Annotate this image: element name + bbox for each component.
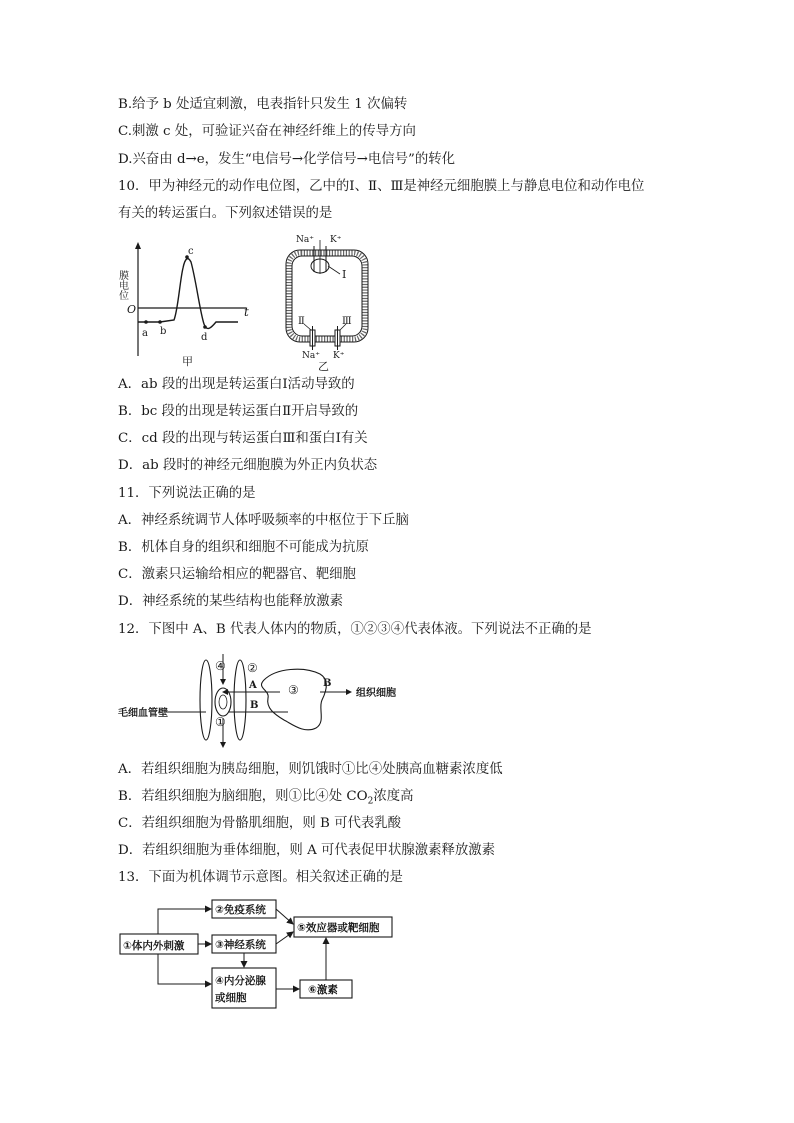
box4-label-line2: 或细胞 [215, 992, 247, 1004]
q12-fluid-1: ① [215, 715, 226, 729]
q12-fluid-3: ③ [288, 683, 299, 697]
q10-option-a: A．ab 段的出现是转运蛋白Ⅰ活动导致的 [118, 377, 355, 392]
yi-na-bottom: Na⁺ [302, 351, 320, 361]
q9-option-c: C.刺激 c 处，可验证兴奋在神经纤维上的传导方向 [118, 124, 416, 139]
jia-xaxis-label: t [244, 305, 249, 319]
q12-substance-a: A [249, 680, 257, 691]
q11-option-d: D．神经系统的某些结构也能释放激素 [118, 594, 343, 609]
q12-option-b: B．若组织细胞为脑细胞，则①比④处 $CO_2$浓度高 [118, 789, 414, 807]
figure-q13-regulation-diagram [118, 894, 418, 1014]
box2-label: ②免疫系统 [215, 904, 266, 916]
jia-point-b: b [160, 326, 167, 337]
action-potential-curve [138, 259, 238, 329]
jia-point-c: c [188, 246, 194, 257]
figure-q12-body-fluids [116, 652, 436, 752]
jia-point-a: a [142, 328, 148, 339]
q12-stem: 12．下图中 A、B 代表人体内的物质，①②③④代表体液。下列说法不正确的是 [118, 622, 592, 637]
q12-tissue-cell-label: 组织细胞 [356, 688, 396, 699]
jia-point-d: d [201, 332, 208, 343]
q10-stem-line1: 10．甲为神经元的动作电位图，乙中的Ⅰ、Ⅱ、Ⅲ是神经元细胞膜上与静息电位和动作电位 [118, 179, 645, 194]
q12-capillary-wall-label: 毛细血管壁 [118, 708, 168, 719]
jia-origin: O [127, 303, 137, 316]
q12-substance-b-lower: B [250, 700, 259, 711]
q11-option-a: A．神经系统调节人体呼吸频率的中枢位于下丘脑 [118, 513, 409, 528]
q12-option-a: A．若组织细胞为胰岛细胞，则饥饿时①比④处胰高血糖素浓度低 [118, 762, 503, 777]
q11-stem: 11．下列说法正确的是 [118, 486, 256, 501]
q9-option-d: D.兴奋由 d→e，发生“电信号→化学信号→电信号”的转化 [118, 152, 456, 167]
q10-option-b: B．bc 段的出现是转运蛋白Ⅱ开启导致的 [118, 404, 359, 419]
q12-substance-b-right: B [323, 678, 332, 689]
q10-option-c: C．cd 段的出现与转运蛋白Ⅲ和蛋白Ⅰ有关 [118, 431, 368, 446]
box1-label: ①体内外刺激 [123, 940, 185, 952]
yi-protein-i: Ⅰ [342, 268, 347, 281]
q12-fluid-4: ④ [215, 659, 226, 673]
q12-option-d: D．若组织细胞为垂体细胞，则 A 可代表促甲状腺激素释放激素 [118, 843, 496, 858]
yi-k-top: K⁺ [330, 235, 342, 245]
q10-stem-line2: 有关的转运蛋白。下列叙述错误的是 [118, 206, 333, 221]
yi-protein-iii: Ⅲ [342, 316, 352, 327]
q9-option-b: B.给予 b 处适宜刺激，电表指针只发生 1 次偏转 [118, 97, 408, 112]
box4-label-line1: ④内分泌腺 [215, 975, 266, 987]
figure-yi-cell-membrane [278, 232, 378, 372]
jia-caption: 甲 [182, 355, 193, 368]
figure-jia-action-potential [116, 240, 256, 370]
q11-option-b: B．机体自身的组织和细胞不可能成为抗原 [118, 540, 369, 555]
box6-label: ⑥激素 [308, 984, 338, 996]
yi-k-bottom: K⁺ [333, 351, 345, 361]
box5-label: ⑤效应器或靶细胞 [297, 922, 380, 934]
q12-option-c: C．若组织细胞为骨骼肌细胞，则 B 可代表乳酸 [118, 816, 402, 831]
q12-fluid-2: ② [247, 661, 258, 675]
yi-protein-ii: Ⅱ [298, 316, 305, 327]
yi-na-top: Na⁺ [296, 235, 314, 245]
q11-option-c: C．激素只运输给相应的靶器官、靶细胞 [118, 567, 356, 582]
box3-label: ③神经系统 [215, 939, 266, 951]
q10-option-d: D．ab 段时的神经元细胞膜为外正内负状态 [118, 458, 378, 473]
jia-ylabel: 膜电位 [116, 270, 128, 300]
q13-stem: 13．下面为机体调节示意图。相关叙述正确的是 [118, 870, 403, 885]
yi-caption: 乙 [318, 360, 329, 372]
